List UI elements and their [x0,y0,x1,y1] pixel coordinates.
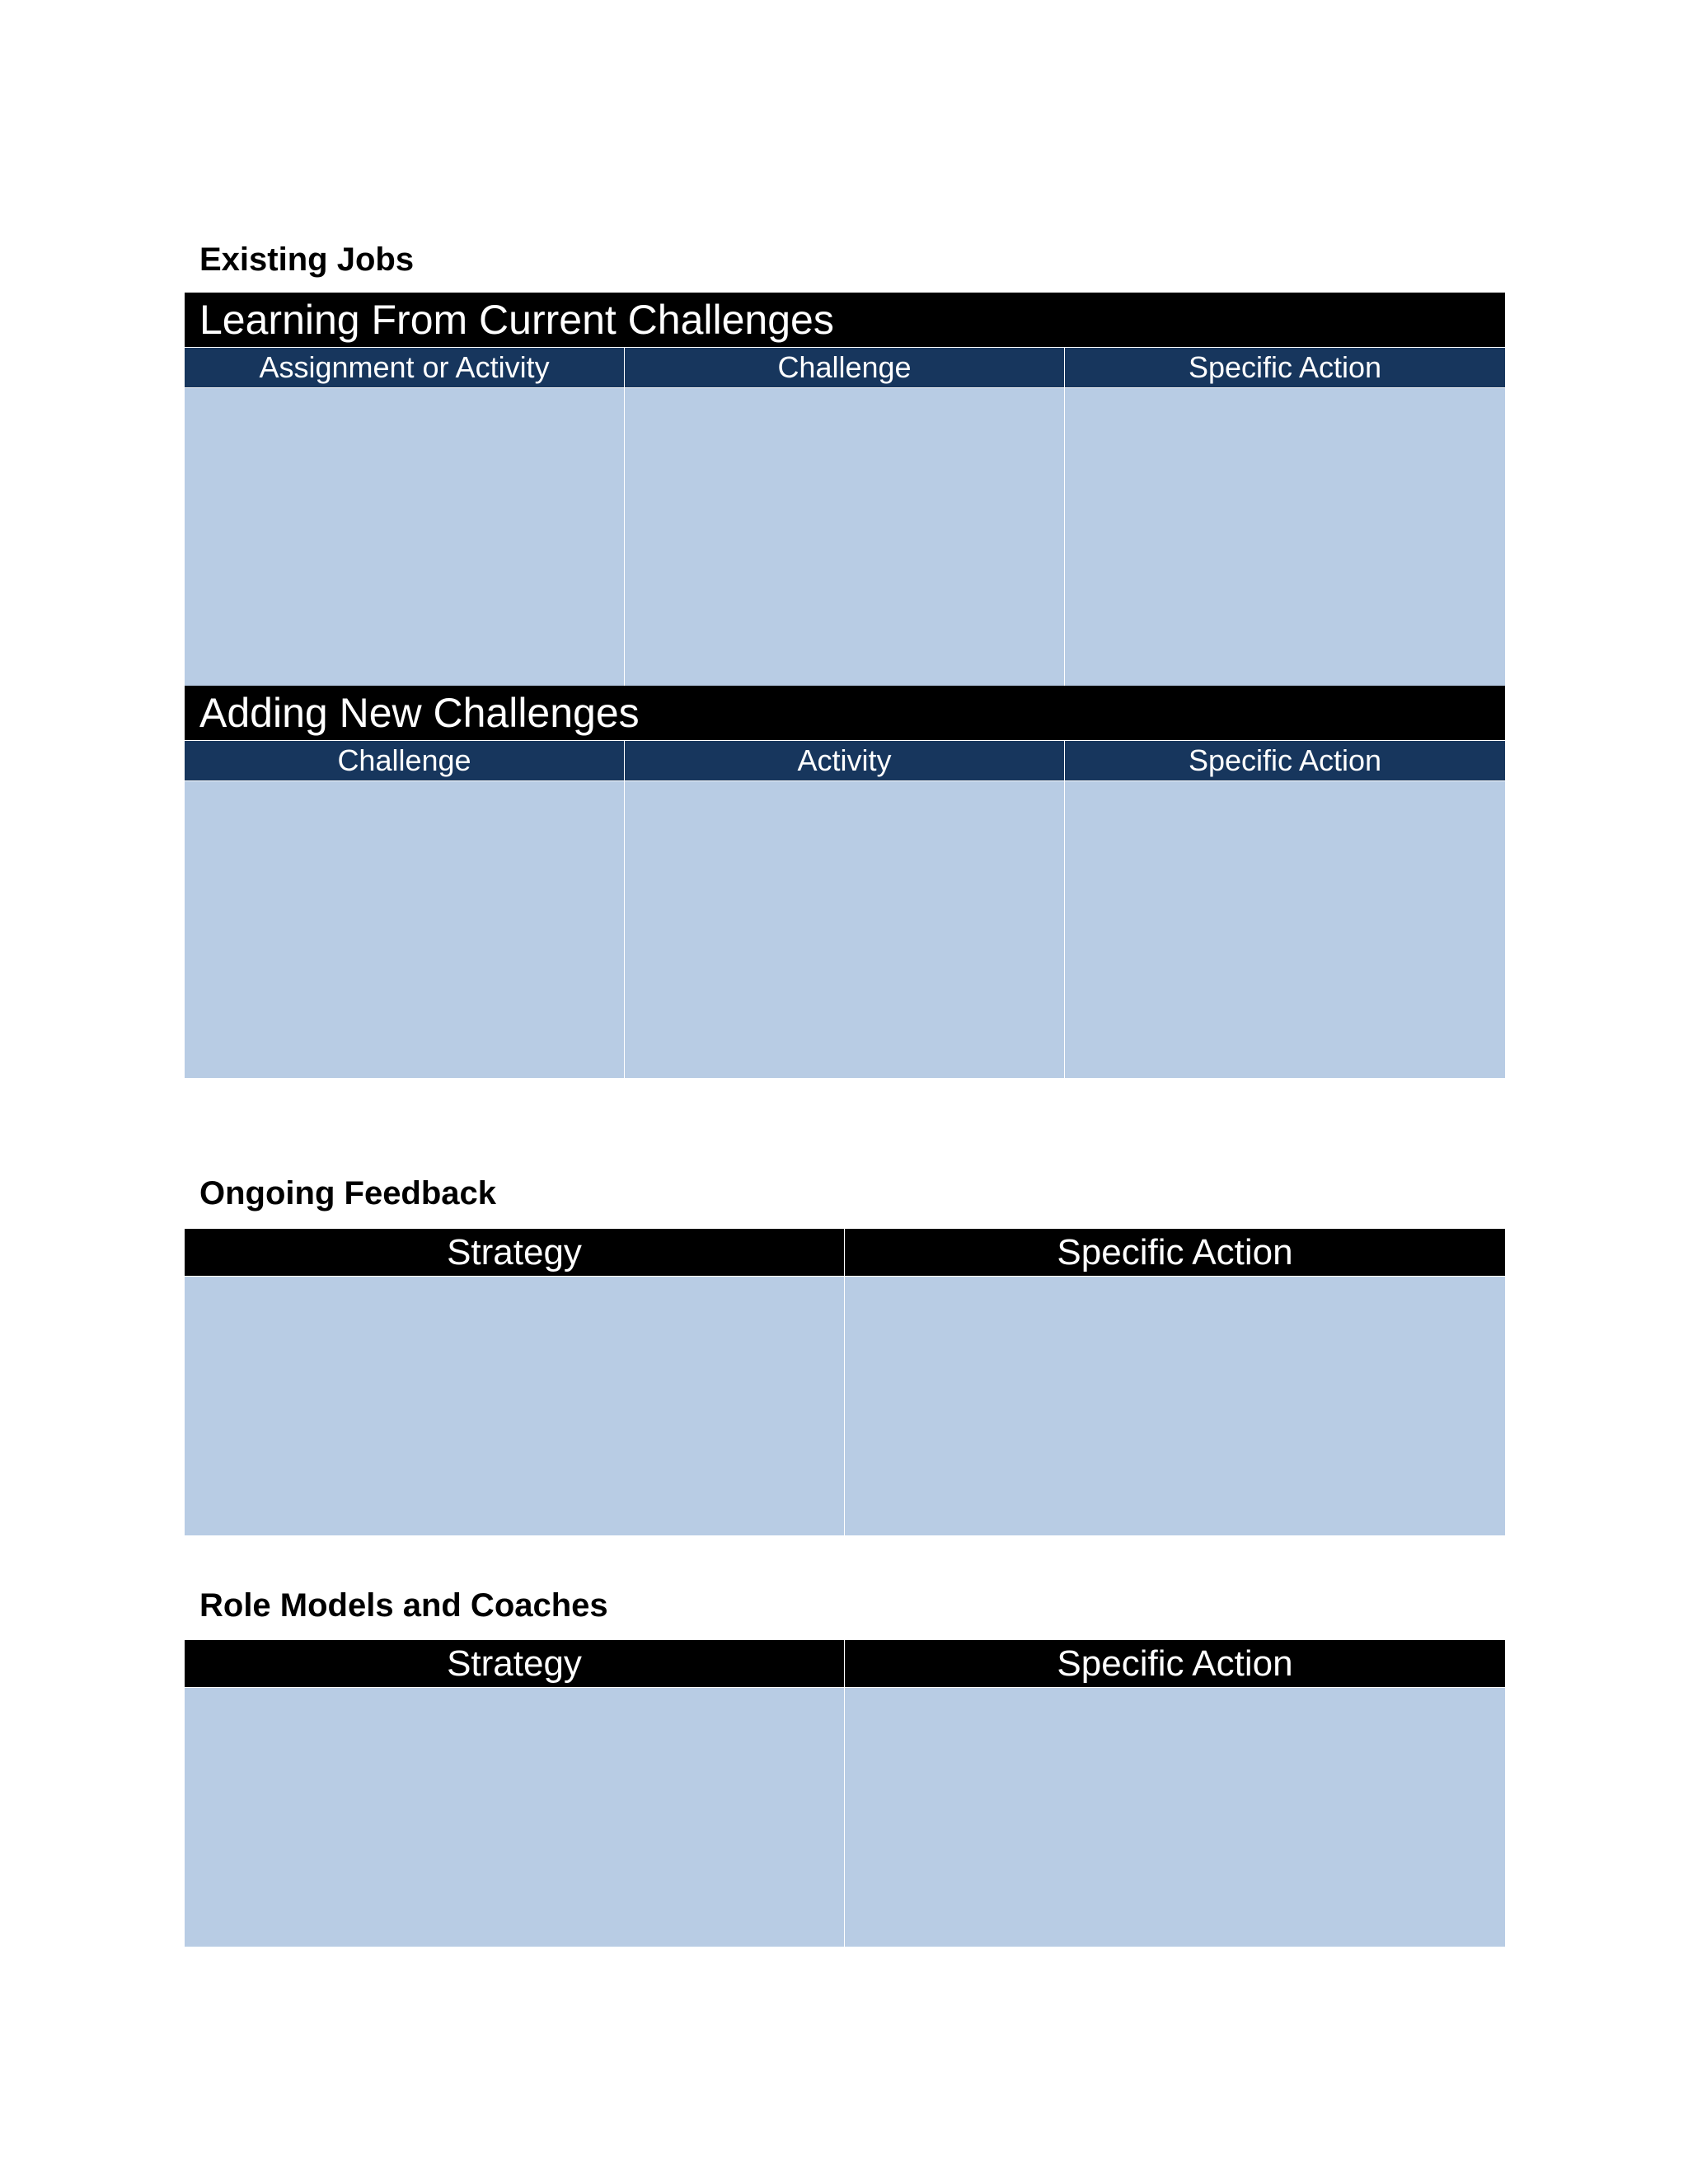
specific-action-cell[interactable] [845,1277,1505,1535]
role-models-row [185,1687,1505,1947]
specific-action-cell[interactable] [1065,388,1505,686]
role-models-and-coaches-table [185,1640,1505,1947]
role-models-and-coaches-heading: Role Models and Coaches [199,1587,608,1624]
column-header-strategy: Strategy [185,1640,844,1687]
column-header-specific-action: Specific Action [1065,348,1505,387]
column-header-assignment-or-activity: Assignment or Activity [185,348,624,387]
adding-table-title: Adding New Challenges [185,686,1505,740]
specific-action-cell[interactable] [845,1688,1505,1947]
strategy-cell[interactable] [185,1277,844,1535]
column-header-activity: Activity [625,741,1064,780]
ongoing-feedback-table [185,1229,1505,1535]
existing-jobs-heading: Existing Jobs [199,241,415,278]
strategy-cell[interactable] [185,1688,844,1947]
adding-table-row [185,780,1505,1078]
specific-action-cell[interactable] [1065,781,1505,1078]
learning-table-title: Learning From Current Challenges [185,293,1505,347]
column-header-strategy: Strategy [185,1229,844,1276]
column-header-specific-action: Specific Action [845,1229,1505,1276]
column-header-specific-action: Specific Action [1065,741,1505,780]
challenge-cell[interactable] [625,388,1064,686]
column-header-challenge: Challenge [185,741,624,780]
learning-table-header-row [185,347,1505,387]
learning-table-row [185,387,1505,686]
column-header-specific-action: Specific Action [845,1640,1505,1687]
column-header-challenge: Challenge [625,348,1064,387]
learning-from-current-challenges-table [185,293,1505,1078]
adding-table-header-row [185,740,1505,780]
ongoing-feedback-row [185,1276,1505,1535]
ongoing-feedback-heading: Ongoing Feedback [199,1175,497,1212]
role-models-header-row [185,1640,1505,1687]
challenge-cell[interactable] [185,781,624,1078]
ongoing-feedback-header-row [185,1229,1505,1276]
assignment-or-activity-cell[interactable] [185,388,624,686]
activity-cell[interactable] [625,781,1064,1078]
